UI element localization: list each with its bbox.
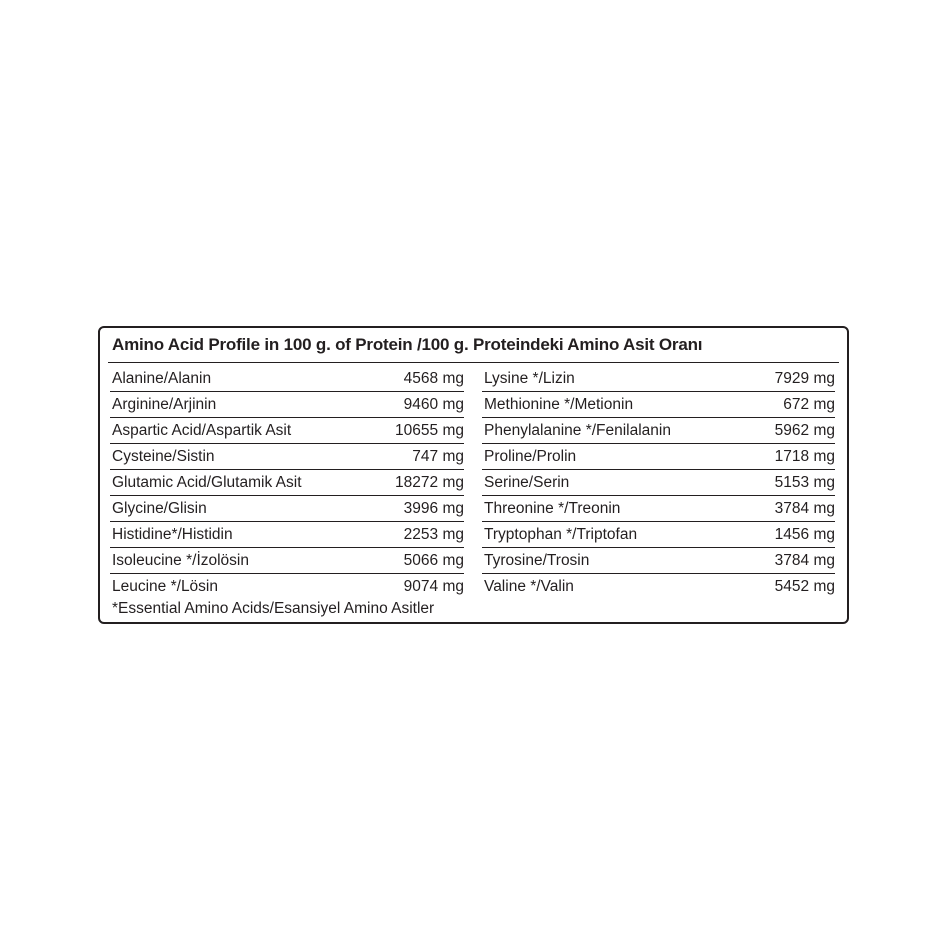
table-row [110, 470, 464, 496]
amino-acid-name: Aspartic Acid/Aspartik Asit [112, 422, 292, 439]
amino-acid-amount: 4568 mg [403, 370, 464, 387]
table-row [482, 496, 835, 522]
amino-acid-amount: 3784 mg [774, 500, 835, 517]
table-row [482, 418, 835, 444]
amino-acid-name: Tyrosine/Trosin [484, 552, 590, 569]
table-row [110, 418, 464, 444]
amino-acid-amount: 5962 mg [774, 422, 835, 439]
table-row [110, 392, 464, 418]
table-row [482, 522, 835, 548]
amino-acid-name: Proline/Prolin [484, 448, 577, 465]
amino-acid-amount: 5153 mg [774, 474, 835, 491]
amino-acid-name: Glycine/Glisin [112, 500, 207, 517]
title-divider [108, 362, 839, 363]
table-row [110, 366, 464, 392]
amino-acid-table [98, 326, 849, 624]
table-row [482, 470, 835, 496]
amino-acid-amount: 5066 mg [403, 552, 464, 569]
amino-acid-name: Isoleucine */İzolösin [112, 552, 249, 569]
table-row [110, 522, 464, 548]
amino-acid-amount: 10655 mg [395, 422, 464, 439]
amino-acid-amount: 7929 mg [774, 370, 835, 387]
table-row [110, 496, 464, 522]
table-row [110, 574, 464, 600]
amino-acid-amount: 747 mg [412, 448, 464, 465]
amino-acid-amount: 9460 mg [403, 396, 464, 413]
table-row [482, 444, 835, 470]
amino-acid-name: Glutamic Acid/Glutamik Asit [112, 474, 302, 491]
left-column [110, 366, 464, 600]
amino-acid-amount: 1456 mg [774, 526, 835, 543]
table-row [110, 444, 464, 470]
amino-acid-amount: 672 mg [783, 396, 835, 413]
amino-acid-name: Tryptophan */Triptofan [484, 526, 638, 543]
amino-acid-amount: 3996 mg [403, 500, 464, 517]
amino-acid-name: Threonine */Treonin [484, 500, 621, 517]
amino-acid-name: Lysine */Lizin [484, 370, 575, 387]
table-row [482, 392, 835, 418]
amino-acid-name: Serine/Serin [484, 474, 570, 491]
table-row [482, 366, 835, 392]
amino-acid-name: Valine */Valin [484, 578, 574, 595]
amino-acid-name: Arginine/Arjinin [112, 396, 217, 413]
amino-acid-name: Phenylalanine */Fenilalanin [484, 422, 671, 439]
amino-acid-name: Methionine */Metionin [484, 396, 634, 413]
amino-acid-amount: 9074 mg [403, 578, 464, 595]
right-column [482, 366, 835, 600]
amino-acid-amount: 1718 mg [774, 448, 835, 465]
amino-acid-name: Alanine/Alanin [112, 370, 212, 387]
amino-acid-name: Histidine*/Histidin [112, 526, 233, 543]
amino-acid-amount: 18272 mg [395, 474, 464, 491]
amino-acid-name: Cysteine/Sistin [112, 448, 215, 465]
amino-acid-amount: 2253 mg [403, 526, 464, 543]
table-title: Amino Acid Profile in 100 g. of Protein /100 g. Proteindeki Amino Asit Oranı [112, 335, 703, 354]
amino-acid-name: Leucine */Lösin [112, 578, 218, 595]
footnote: *Essential Amino Acids/Esansiyel Amino Asitler [112, 600, 435, 617]
table-row [482, 574, 835, 600]
table-row [110, 548, 464, 574]
table-row [482, 548, 835, 574]
amino-acid-amount: 3784 mg [774, 552, 835, 569]
amino-acid-amount: 5452 mg [774, 578, 835, 595]
